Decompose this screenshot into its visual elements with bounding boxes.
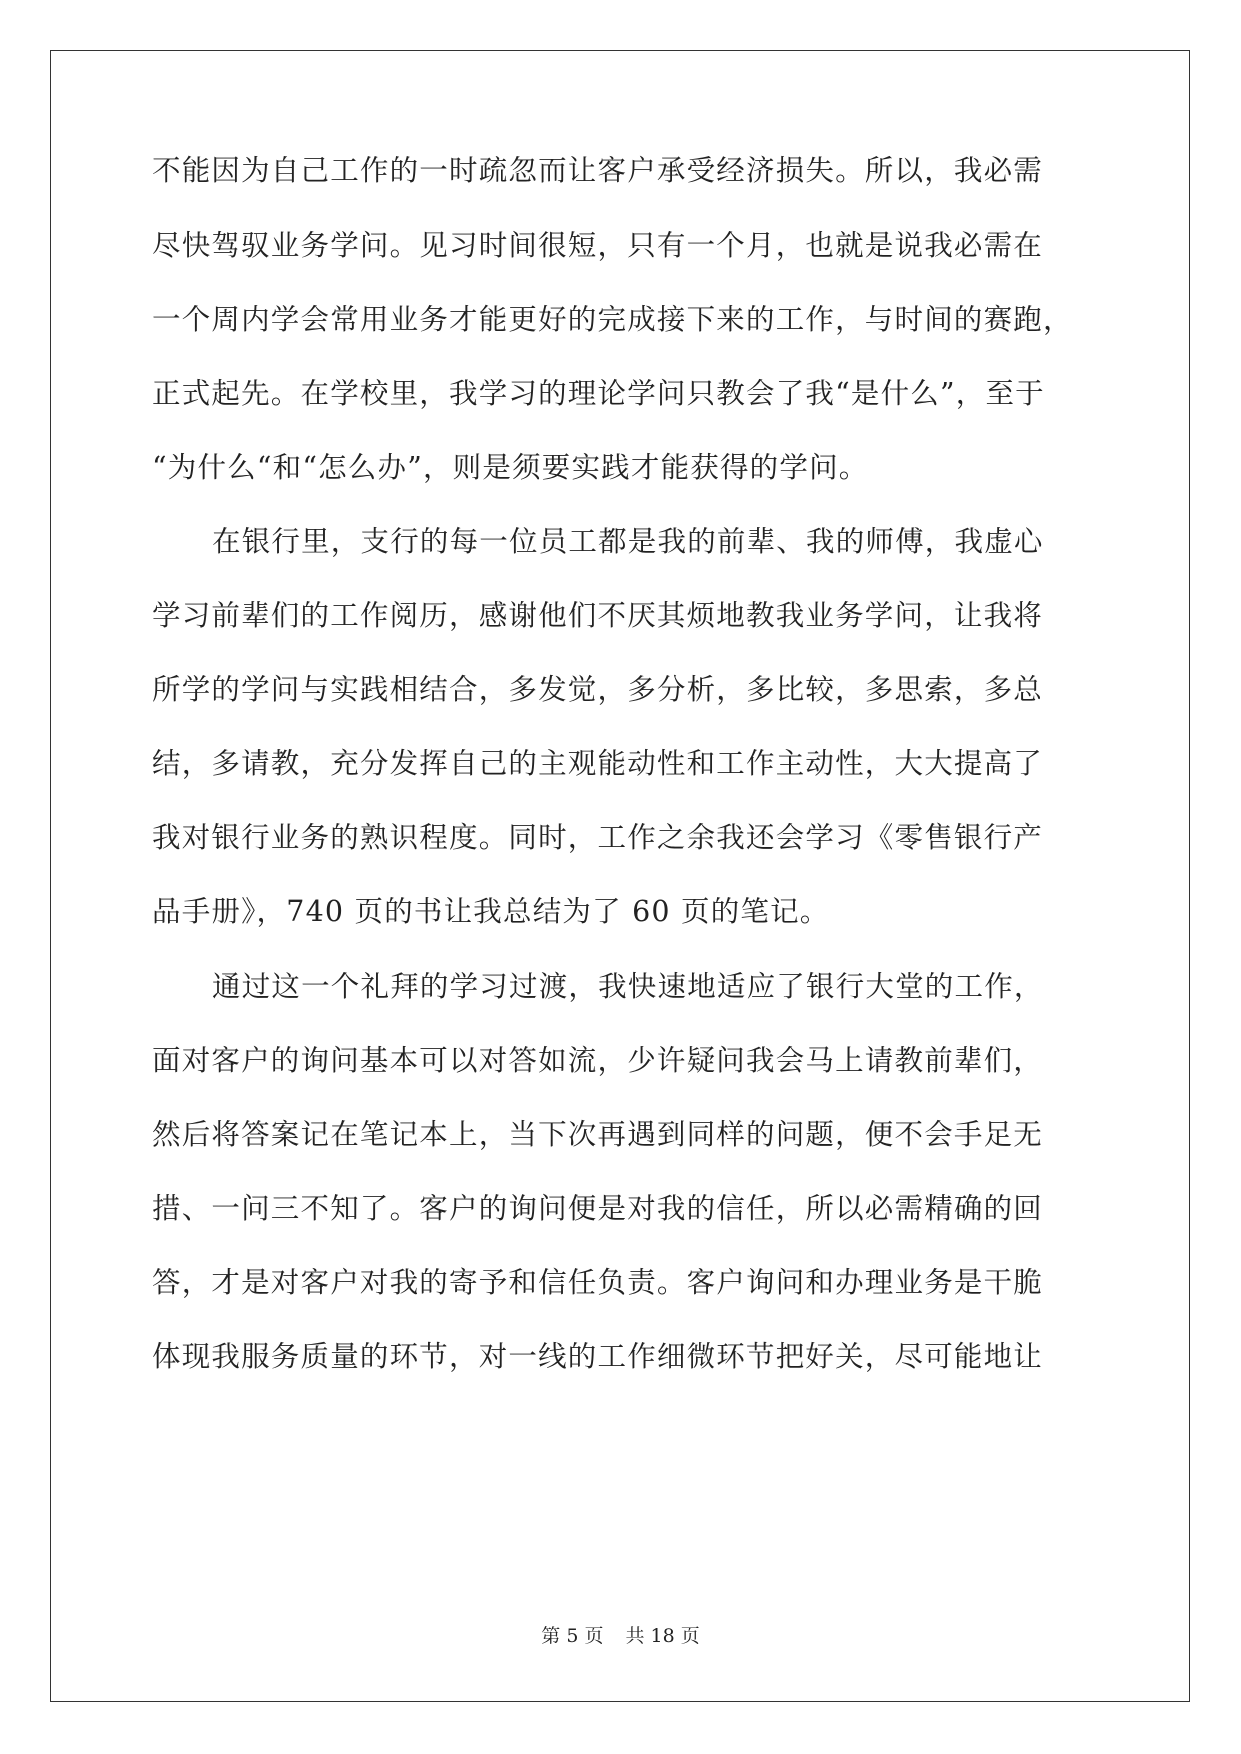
page-footer [0,1624,1241,1648]
paragraph-first-line: 通过这一个礼拜的学习过渡，我快速地适应了银行大堂的工作， [212,970,1044,1003]
text-line: 正式起先。在学校里，我学习的理论学问只教会了我“是什么”，至于 [152,377,1045,410]
text-line: 结，多请教，充分发挥自己的主观能动性和工作主动性，大大提高了 [152,747,1044,780]
paragraph-first-line: 在银行里，支行的每一位员工都是我的前辈、我的师傅，我虚心 [212,525,1044,558]
page-total: 共 18 页 [625,1625,700,1647]
text-line: 品手册》，740 页的书让我总结为了 60 页的笔记。 [152,895,830,928]
text-line: 我对银行业务的熟识程度。同时，工作之余我还会学习《零售银行产 [152,821,1044,854]
text-line: 尽快驾驭业务学问。见习时间很短，只有一个月，也就是说我必需在 [152,229,1044,262]
text-line: 面对客户的询问基本可以对答如流，少许疑问我会马上请教前辈们， [152,1044,1044,1077]
text-line: “为什么“和“怎么办”，则是须要实践才能获得的学问。 [152,451,869,484]
text-line: 学习前辈们的工作阅历，感谢他们不厌其烦地教我业务学问，让我将 [152,599,1044,632]
text-line: 措、一问三不知了。客户的询问便是对我的信任，所以必需精确的回 [152,1192,1044,1225]
page-border [50,50,1190,1702]
text-line: 答，才是对客户对我的寄予和信任负责。客户询问和办理业务是干脆 [152,1266,1044,1299]
text-line: 然后将答案记在笔记本上，当下次再遇到同样的问题，便不会手足无 [152,1118,1044,1151]
text-line: 体现我服务质量的环节，对一线的工作细微环节把好关，尽可能地让 [152,1340,1044,1373]
page-number: 第 5 页 [541,1625,604,1647]
text-line: 一个周内学会常用业务才能更好的完成接下来的工作，与时间的赛跑， [152,303,1073,336]
text-line: 所学的学问与实践相结合，多发觉，多分析，多比较，多思索，多总 [152,673,1044,706]
text-line: 不能因为自己工作的一时疏忽而让客户承受经济损失。所以，我必需 [152,154,1044,187]
